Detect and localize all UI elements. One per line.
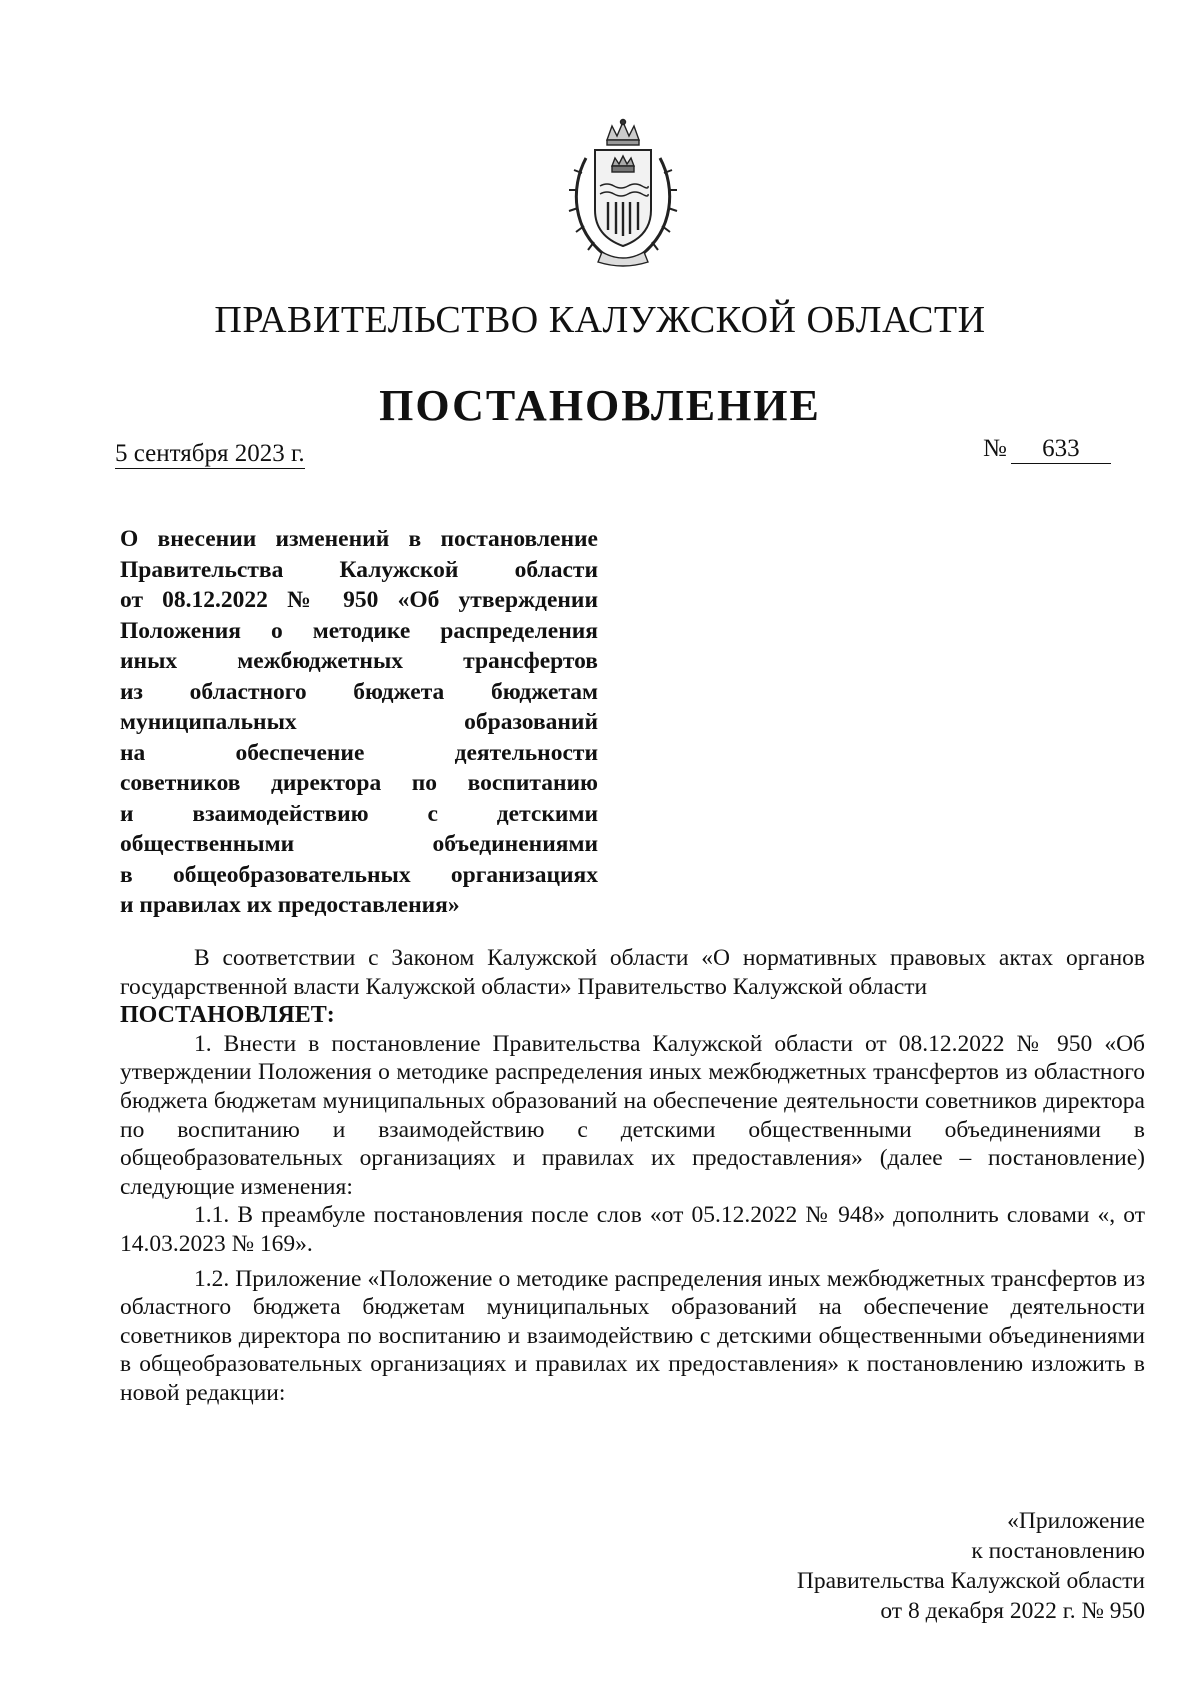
- subject-line: на обеспечение деятельности: [120, 739, 598, 766]
- number-prefix: №: [983, 435, 1007, 462]
- document-date: 5 сентября 2023 г.: [115, 440, 305, 467]
- subject-line: от 08.12.2022 № 950 «Об утверждении: [120, 587, 598, 613]
- subject-line: в общеобразовательных организациях: [120, 861, 598, 888]
- government-title: ПРАВИТЕЛЬСТВО КАЛУЖСКОЙ ОБЛАСТИ: [214, 299, 986, 341]
- item-1-1-paragraph: 1.1. В преамбуле постановления после слов «от 05.12.2022 № 948» дополнить словами «, от 14.03.2023 № 169».: [120, 1202, 1145, 1257]
- subject-line: общественными объединениями: [120, 831, 598, 857]
- subject-line: из областного бюджета бюджетам: [120, 678, 598, 705]
- document-subject: [120, 524, 598, 921]
- attachment-line: Правительства Калужской области: [796, 1568, 1145, 1594]
- item-1-2-paragraph: 1.2. Приложение «Положение о методике распределения иных межбюджетных трансфертов из областного бюджета бюджетам муниципальных образований на обеспечение деятельности советников директора по воспитанию и взаимодействию с детскими общественными объединениями в общеобразовательных организациях и правилах их предоставления» к постановлению изложить в новой редакции:: [120, 1265, 1145, 1406]
- attachment-line: к постановлению: [971, 1538, 1145, 1564]
- attachment-line: от 8 декабря 2022 г. № 950: [880, 1598, 1145, 1624]
- number-value: 633: [1011, 435, 1111, 464]
- subject-line: и правилах их предоставления»: [120, 892, 460, 918]
- coat-of-arms-emblem: [562, 118, 684, 268]
- preamble-paragraph: В соответствии с Законом Калужской области «О нормативных правовых актах органов государственной власти Калужской области» Правительство Калужской области: [120, 945, 1145, 1000]
- decree-word: ПОСТАНОВЛЯЕТ:: [120, 1002, 335, 1029]
- subject-line: и взаимодействию с детскими: [120, 800, 598, 827]
- item-1-paragraph: 1. Внести в постановление Правительства Калужской области от 08.12.2022 № 950 «Об утверждении Положения о методике распределения иных межбюджетных трансфертов из областного бюджета бюджетам муниципальных образований на обеспечение деятельности советников директора по воспитанию и взаимодействию с детскими общественными объединениями в общеобразовательных организациях и правилах их предоставления» (далее – постановление) следующие изменения:: [120, 1030, 1145, 1200]
- document-number: [983, 435, 1111, 464]
- attachment-line: «Приложение: [1007, 1508, 1145, 1534]
- subject-line: Правительства Калужской области: [120, 556, 598, 583]
- attachment-header: [797, 1506, 1145, 1626]
- subject-line: Положения о методике распределения: [120, 617, 598, 644]
- subject-line: советников директора по воспитанию: [120, 770, 598, 796]
- subject-line: О внесении изменений в постановление: [120, 526, 598, 552]
- subject-line: муниципальных образований: [120, 709, 598, 735]
- subject-line: иных межбюджетных трансфертов: [120, 648, 598, 674]
- document-body: [120, 944, 1145, 1408]
- document-type-title: ПОСТАНОВЛЕНИЕ: [379, 381, 821, 430]
